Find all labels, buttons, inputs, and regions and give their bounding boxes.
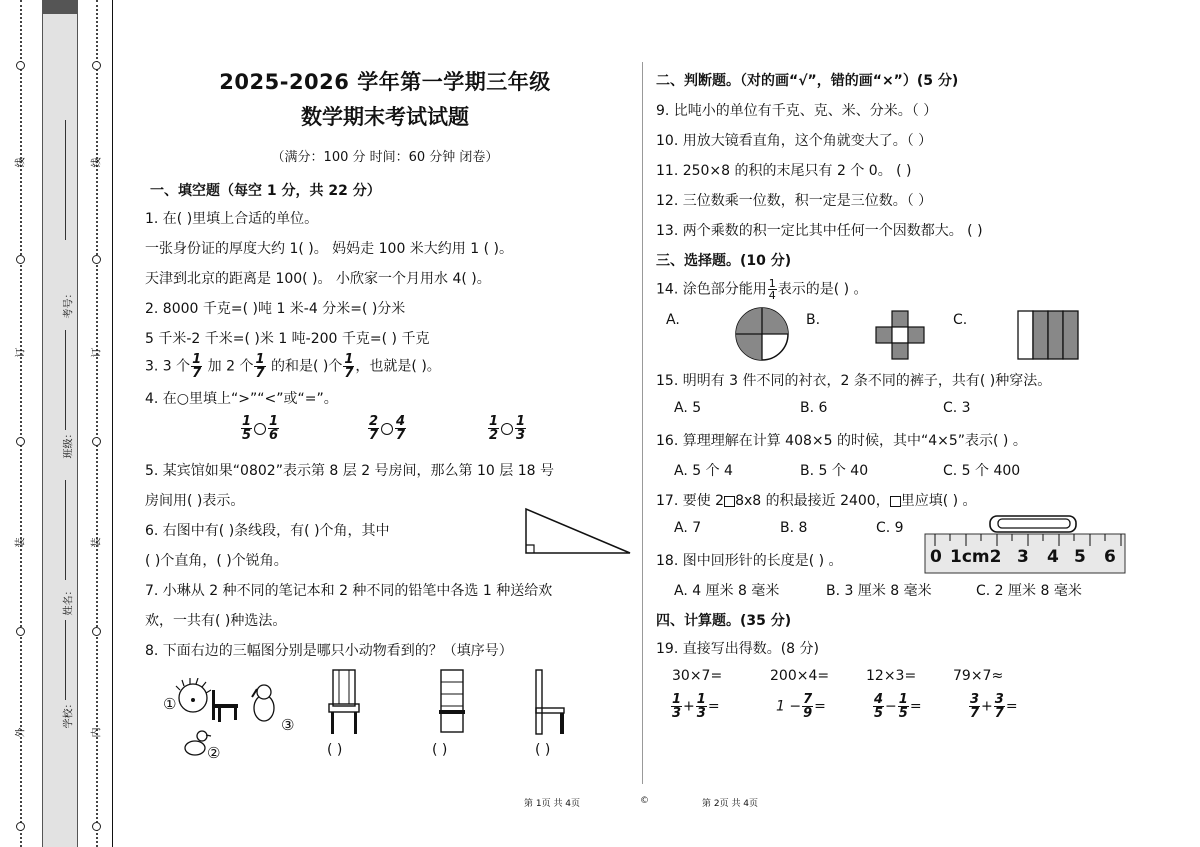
section3-heading: 三、选择题。(10 分) xyxy=(656,253,792,269)
page-footer-right: 第 2页 共 4页 xyxy=(702,799,759,809)
q15-option-a[interactable]: A. 5 xyxy=(674,400,702,416)
q4-pair: $\frac{2}{7}$ $\frac{4}{7}$ xyxy=(369,414,406,443)
animals-and-chair-figure xyxy=(160,678,300,766)
inner-label: 内 xyxy=(91,727,103,738)
ruler-label-6: 6 xyxy=(1104,547,1116,567)
animal-label-1: ① xyxy=(163,695,177,713)
binding-hole xyxy=(92,437,101,446)
ding-label-outer: 订 xyxy=(15,347,27,358)
binding-hole xyxy=(92,61,101,70)
q17-option-a[interactable]: A. 7 xyxy=(674,520,702,536)
q15: 15. 明明有 3 件不同的衬衣，2 条不同的裤子，共有( )种穿法。 xyxy=(656,373,1052,389)
judge-item-10: 10. 用放大镜看直角，这个角就变大了。（ ） xyxy=(656,133,933,149)
exam-title-line1: 2025-2026 学年第一学期三年级 xyxy=(219,70,551,94)
q18: 18. 图中回形针的长度是( ) 。 xyxy=(656,553,843,569)
shape-b-cross xyxy=(875,310,925,360)
right-triangle-figure xyxy=(520,505,635,557)
q17-option-c[interactable]: C. 9 xyxy=(876,520,904,536)
q1a: 一张身份证的厚度大约 1( )。 妈妈走 100 米大约用 1 ( )。 xyxy=(145,241,513,257)
calc-item: 200×4= xyxy=(770,668,830,684)
q16: 16. 算理理解在计算 408×5 的时候，其中“4×5”表示( ) 。 xyxy=(656,433,1027,449)
page-footer-center: © xyxy=(640,796,649,806)
q15-option-c[interactable]: C. 3 xyxy=(943,400,971,416)
calc-fraction-item: $\frac{3}{7}$ + $\frac{3}{7}$ = xyxy=(970,692,1018,721)
q3: 3. 3 个 $\frac{1}{7}$ 加 2 个 $\frac{1}{7}$ 的和是( )个 $\frac{1}{7}$ ，也就是( )。 xyxy=(145,352,441,381)
q8-blank-2[interactable]: ( ) xyxy=(432,742,448,758)
shape-c-bars xyxy=(1017,310,1079,360)
shape-a-circle xyxy=(733,305,791,363)
binding-hole xyxy=(92,627,101,636)
q18-option-a[interactable]: A. 4 厘米 8 毫米 xyxy=(674,583,780,599)
q14: 14. 涂色部分能用 $\frac{1}{4}$ 表示的是( ) 。 xyxy=(656,277,868,302)
blank-square[interactable] xyxy=(724,496,735,507)
q3-fraction: $\frac{1}{7}$ xyxy=(344,352,354,381)
compare-circle[interactable] xyxy=(381,423,393,435)
q1b: 天津到北京的距离是 100( )。 小欣家一个月用水 4( )。 xyxy=(145,271,491,287)
outer-dotted-line xyxy=(20,0,22,847)
q19: 19. 直接写出得数。(8 分) xyxy=(656,641,819,657)
page-footer-left: 第 1页 共 4页 xyxy=(524,799,581,809)
ding-label: 订 xyxy=(91,347,103,358)
strip-right-rule xyxy=(112,0,113,847)
ruler-label-3: 3 xyxy=(1017,547,1029,567)
q18-option-c[interactable]: C. 2 厘米 8 毫米 xyxy=(976,583,1082,599)
q6a: 6. 右图中有( )条线段，有( )个角，其中 xyxy=(145,523,390,539)
q4: 4. 在○里填上“>”“<”或“=”。 xyxy=(145,391,338,407)
binding-hole xyxy=(16,437,25,446)
name-label: 姓名： xyxy=(63,585,75,616)
q15-option-b[interactable]: B. 6 xyxy=(800,400,828,416)
binding-hole xyxy=(16,255,25,264)
q16-option-a[interactable]: A. 5 个 4 xyxy=(674,463,733,479)
blank-square[interactable] xyxy=(890,496,901,507)
calc-item: 79×7≈ xyxy=(953,668,1004,684)
q8-blank-3[interactable]: ( ) xyxy=(535,742,551,758)
calc-item: 12×3= xyxy=(866,668,917,684)
q3-fraction: $\frac{1}{7}$ xyxy=(255,352,265,381)
q17-option-b[interactable]: B. 8 xyxy=(780,520,808,536)
q5b: 房间用( )表示。 xyxy=(145,493,245,509)
judge-item-11: 11. 250×8 的积的末尾只有 2 个 0。 ( ) xyxy=(656,163,912,179)
q4-pair: $\frac{1}{5}$ $\frac{1}{6}$ xyxy=(242,414,279,443)
q7b: 欢，一共有( )种选法。 xyxy=(145,613,287,629)
outer-label: 外 xyxy=(15,727,27,738)
q1: 1. 在( )里填上合适的单位。 xyxy=(145,211,319,227)
judge-item-13: 13. 两个乘数的积一定比其中任何一个因数都大。 ( ) xyxy=(656,223,983,239)
q14-option-b[interactable]: B. xyxy=(806,312,821,328)
zhuang-label: 装 xyxy=(91,537,103,548)
school-line xyxy=(65,620,66,700)
chair-view-side xyxy=(530,668,570,738)
ruler-label-4: 4 xyxy=(1047,547,1059,567)
q7a: 7. 小琳从 2 种不同的笔记本和 2 种不同的铅笔中各选 1 种送给欢 xyxy=(145,583,553,599)
exam-no-label: 考号： xyxy=(63,288,75,319)
calc-fraction-item: 1 − $\frac{7}{9}$ = xyxy=(776,692,826,721)
q2a: 2. 8000 千克=( )吨 1 米-4 分米=( )分米 xyxy=(145,301,406,317)
binding-hole xyxy=(92,822,101,831)
binding-hole xyxy=(16,61,25,70)
exam-title-line2: 数学期末考试试题 xyxy=(301,105,469,129)
q17: 17. 要使 2 8x8 的积最接近 2400， 里应填( ) 。 xyxy=(656,493,977,509)
school-label: 学校： xyxy=(63,698,75,729)
chair-view-front xyxy=(325,668,365,738)
q8-blank-1[interactable]: ( ) xyxy=(327,742,343,758)
name-line xyxy=(65,480,66,580)
calc-fraction-item: $\frac{4}{5}$ − $\frac{1}{5}$ = xyxy=(874,692,922,721)
zhuang-label-outer: 装 xyxy=(15,537,27,548)
q14-option-c[interactable]: C. xyxy=(953,312,968,328)
q16-option-b[interactable]: B. 5 个 40 xyxy=(800,463,869,479)
calc-item: 30×7= xyxy=(672,668,723,684)
q5a: 5. 某宾馆如果“0802”表示第 8 层 2 号房间，那么第 10 层 18 号 xyxy=(145,463,554,479)
judge-item-9: 9. 比吨小的单位有千克、克、米、分米。（ ） xyxy=(656,103,938,119)
q2b: 5 千米-2 千米=( )米 1 吨-200 千克=( ) 千克 xyxy=(145,331,430,347)
binding-hole xyxy=(16,627,25,636)
line-label-outer: 线 xyxy=(15,157,27,168)
exam-no-line xyxy=(65,120,66,240)
q14-fraction: $\frac{1}{4}$ xyxy=(768,277,776,302)
animal-label-3: ③ xyxy=(281,716,295,734)
ruler-label-0: 0 xyxy=(930,547,942,567)
q8: 8. 下面右边的三幅图分别是哪只小动物看到的？（填序号） xyxy=(145,643,513,659)
calc-fraction-item: $\frac{1}{3}$ + $\frac{1}{3}$ = xyxy=(672,692,720,721)
ruler-label-5: 5 xyxy=(1074,547,1086,567)
q3-fraction: $\frac{1}{7}$ xyxy=(192,352,202,381)
q4-pair: $\frac{1}{2}$ $\frac{1}{3}$ xyxy=(489,414,526,443)
binding-hole xyxy=(92,255,101,264)
line-label: 线 xyxy=(91,157,103,168)
q18-option-b[interactable]: B. 3 厘米 8 毫米 xyxy=(826,583,932,599)
section4-heading: 四、计算题。(35 分) xyxy=(656,613,792,629)
compare-circle[interactable] xyxy=(254,423,266,435)
section1-heading: 一、填空题（每空 1 分，共 22 分） xyxy=(150,183,381,199)
class-label: 班级： xyxy=(63,428,75,459)
inner-dotted-line xyxy=(96,0,98,847)
compare-circle[interactable] xyxy=(501,423,513,435)
binding-strip xyxy=(0,0,118,847)
binding-hole xyxy=(16,822,25,831)
judge-item-12: 12. 三位数乘一位数，积一定是三位数。（ ） xyxy=(656,193,933,209)
chair-view-back xyxy=(433,668,473,738)
q16-option-c[interactable]: C. 5 个 400 xyxy=(943,463,1021,479)
ruler-label-1cm2: 1cm2 xyxy=(950,547,1002,567)
q14-option-a[interactable]: A. xyxy=(666,312,680,328)
q6b: ( )个直角，( )个锐角。 xyxy=(145,553,288,569)
page-divider xyxy=(642,62,643,784)
exam-subtitle: （满分：100 分 时间：60 分钟 闭卷） xyxy=(271,150,499,165)
animal-label-2: ② xyxy=(207,744,221,762)
class-line xyxy=(65,330,66,430)
section2-heading: 二、判断题。（对的画“√”，错的画“×”）(5 分) xyxy=(656,73,959,89)
